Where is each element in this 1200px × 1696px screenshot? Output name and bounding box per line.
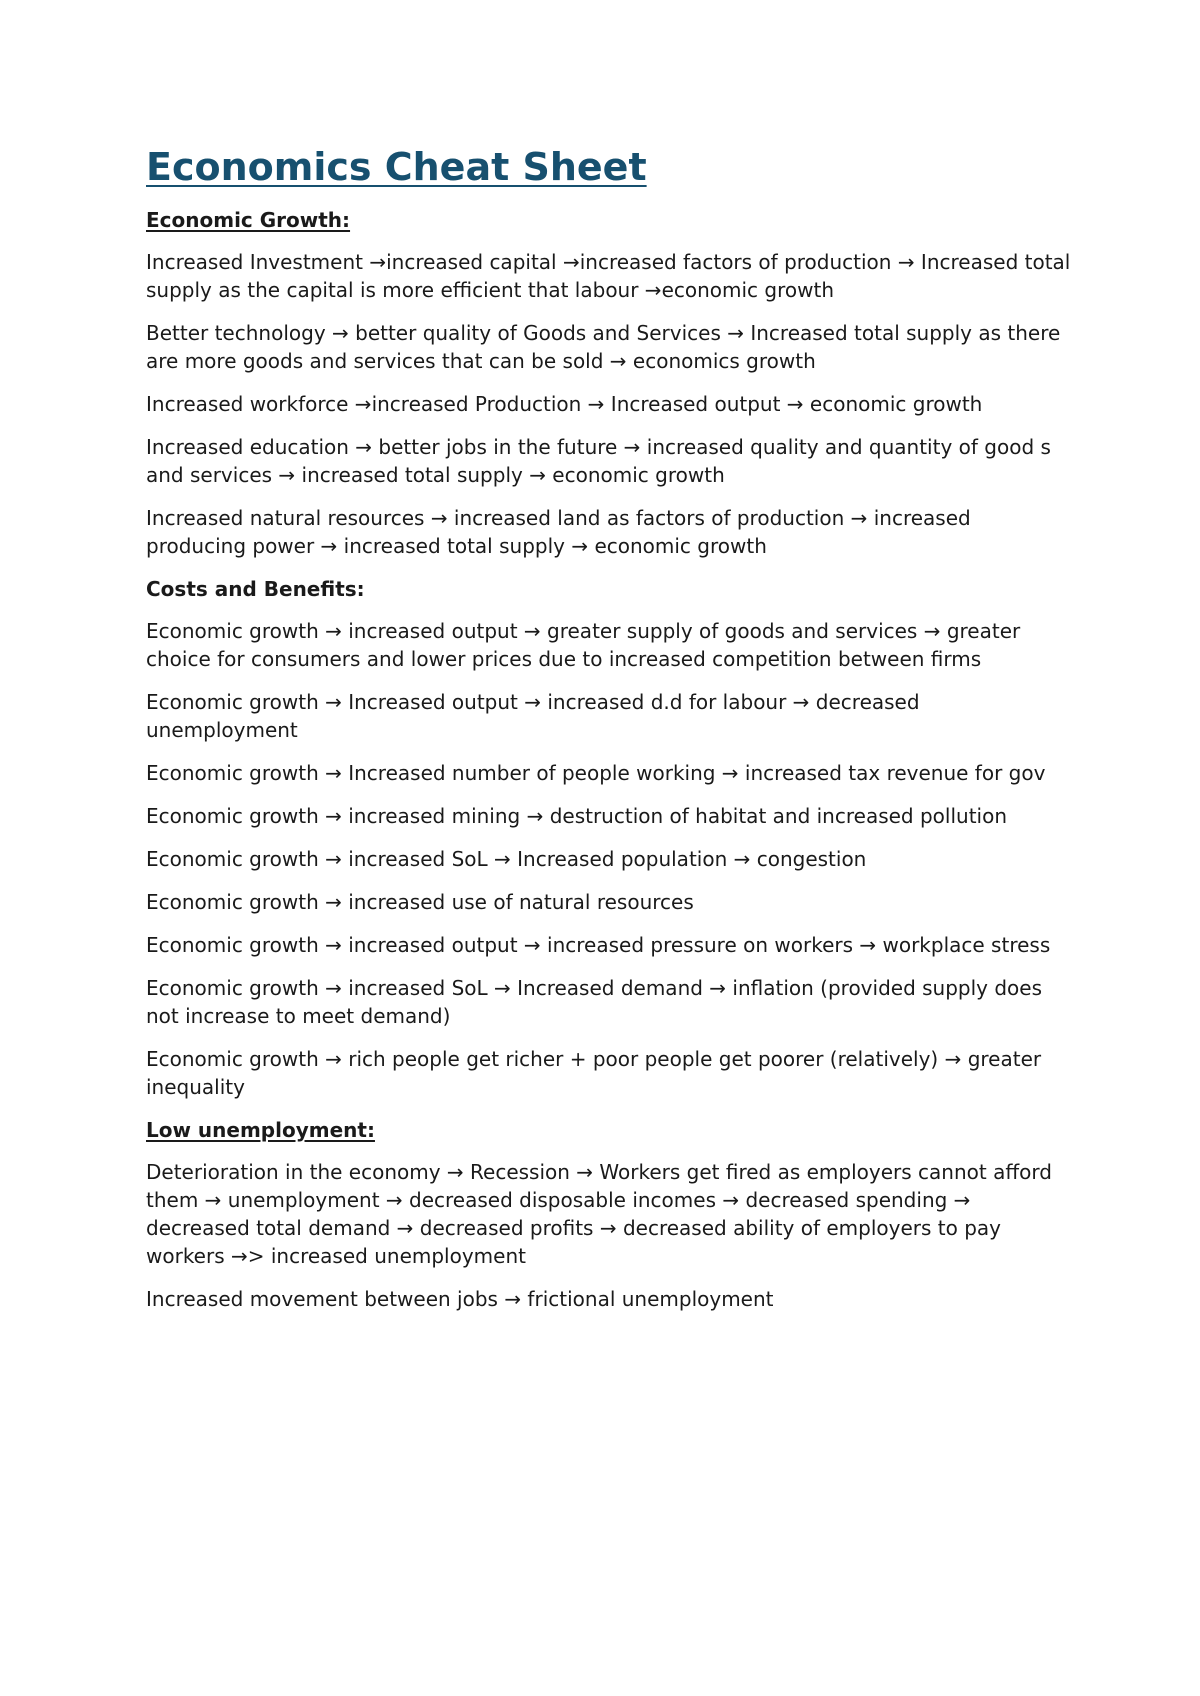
paragraph: Increased Investment →increased capital →increased factors of production → Increased total supply as the capital is more efficient that labour →economic growth <box>146 250 1071 302</box>
section-costs-and-benefits <box>146 575 1076 1101</box>
section-low-unemployment <box>146 1116 1076 1313</box>
paragraph: Increased workforce →increased Production → Increased output → economic growth <box>146 392 983 416</box>
paragraph: Increased education → better jobs in the future → increased quality and quantity of good s and services → increased total supply → economic growth <box>146 435 1051 487</box>
section-heading: Costs and Benefits: <box>146 577 365 601</box>
paragraph: Economic growth → increased output → greater supply of goods and services → greater choice for consumers and lower prices due to increased competition between firms <box>146 619 1021 671</box>
paragraph: Economic growth → Increased output → increased d.d for labour → decreased unemployment <box>146 690 920 742</box>
paragraph: Better technology → better quality of Goods and Services → Increased total supply as there are more goods and services that can be sold → economics growth <box>146 321 1061 373</box>
document-page <box>146 140 1076 1328</box>
paragraph: Economic growth → Increased number of people working → increased tax revenue for gov <box>146 761 1046 785</box>
paragraph: Increased natural resources → increased land as factors of production → increased producing power → increased total supply → economic growth <box>146 506 971 558</box>
paragraph: Economic growth → increased use of natural resources <box>146 890 694 914</box>
document-title: Economics Cheat Sheet <box>146 145 647 189</box>
paragraph: Economic growth → increased mining → destruction of habitat and increased pollution <box>146 804 1008 828</box>
section-heading: Low unemployment: <box>146 1118 375 1142</box>
paragraph: Economic growth → increased SoL → Increased demand → inflation (provided supply does not increase to meet demand) <box>146 976 1043 1028</box>
section-economic-growth <box>146 206 1076 560</box>
section-heading: Economic Growth: <box>146 208 351 232</box>
paragraph: Economic growth → increased SoL → Increased population → congestion <box>146 847 867 871</box>
paragraph: Deterioration in the economy → Recession → Workers get fired as employers cannot afford them → unemployment → decreased disposable incomes → decreased spending → decreased total demand → decreased profits → decreased ability of employers to pay workers →> increased unemployment <box>146 1160 1052 1268</box>
paragraph: Increased movement between jobs → frictional unemployment <box>146 1287 774 1311</box>
paragraph: Economic growth → rich people get richer + poor people get poorer (relatively) → greater inequality <box>146 1047 1042 1099</box>
paragraph: Economic growth → increased output → increased pressure on workers → workplace stress <box>146 933 1051 957</box>
